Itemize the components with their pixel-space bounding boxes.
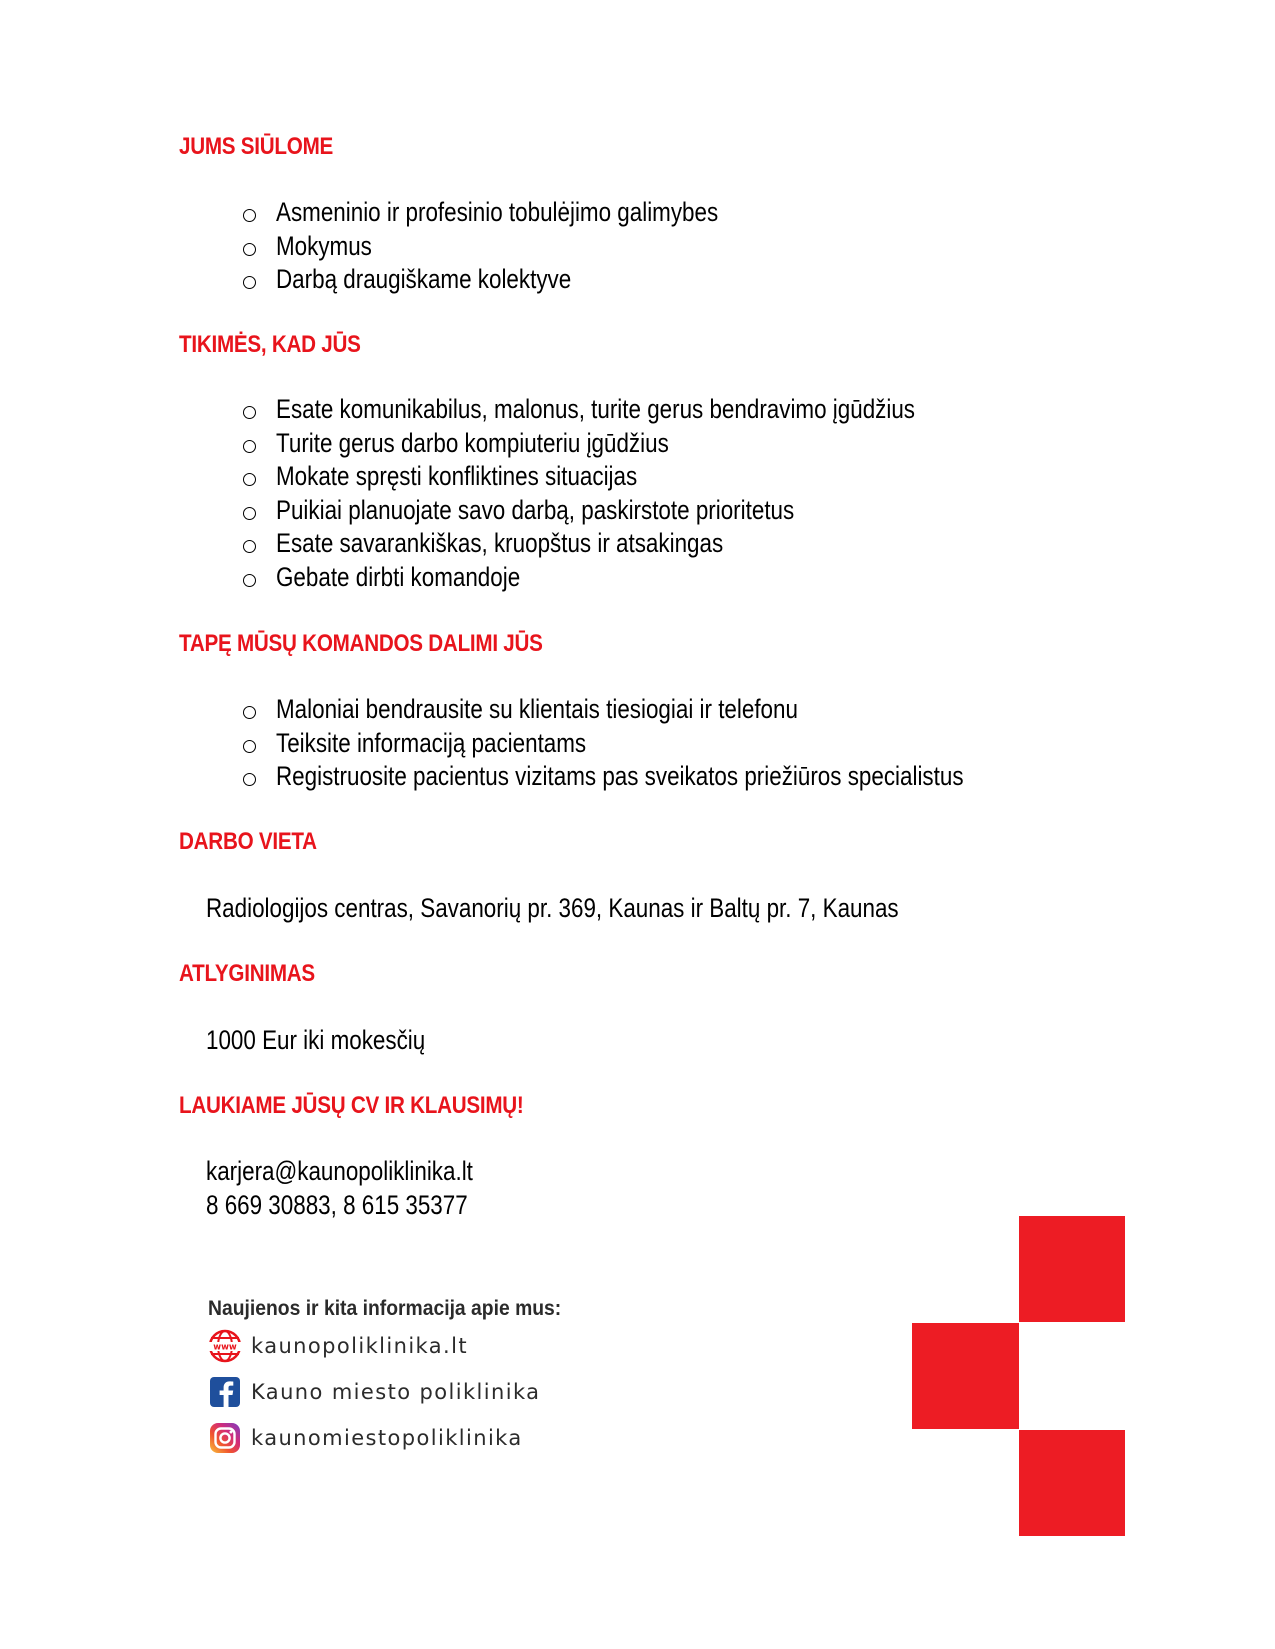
facebook-icon [208,1375,242,1409]
salary-value: 1000 Eur iki mokesčių [206,1024,426,1055]
contact-phones: 8 669 30883, 8 615 35377 [206,1189,468,1220]
list-item: Registruosite pacientus vizitams pas sveikatos priežiūros specialistus [243,760,1104,794]
decorative-square-top [1019,1216,1125,1322]
section-heading-workplace: DARBO VIETA [179,828,317,855]
offer-list [243,196,809,297]
social-link-facebook[interactable]: Kauno miesto poliklinika [208,1375,540,1409]
list-item: Turite gerus darbo kompiuteriu įgūdžius [243,427,1046,461]
social-info [208,1297,592,1450]
instagram-icon [208,1421,242,1455]
list-item: Teiksite informaciją pacientams [243,727,1104,761]
list-item: Mokate spręsti konfliktines situacijas [243,460,1046,494]
bullet-icon [243,406,256,419]
section-heading-duties: TAPĘ MŪSŲ KOMANDOS DALIMI JŪS [179,630,543,657]
social-link-website[interactable]: www kaunopoliklinika.lt [208,1329,468,1363]
list-item: Mokymus [243,230,809,264]
svg-text:www: www [213,1342,237,1353]
decorative-square-middle [912,1323,1019,1429]
contact-email[interactable]: karjera@kaunopoliklinika.lt [206,1155,473,1186]
bullet-icon [243,507,256,520]
bullet-icon [243,276,256,289]
list-item: Maloniai bendrausite su klientais tiesiogiai ir telefonu [243,693,1104,727]
bullet-icon [243,209,256,222]
bullet-icon [243,574,256,587]
contact-info [206,1154,528,1222]
section-heading-offer: JUMS SIŪLOME [179,133,334,160]
decorative-square-bottom [1019,1430,1125,1536]
bullet-icon [243,773,256,786]
bullet-icon [243,540,256,553]
bullet-icon [243,740,256,753]
expectations-list [243,393,1046,594]
social-link-instagram[interactable]: kaunomiestopoliklinika [208,1421,523,1455]
workplace-address: Radiologijos centras, Savanorių pr. 369, Kaunas ir Baltų pr. 7, Kaunas [206,892,899,923]
list-item: Esate savarankiškas, kruopštus ir atsakingas [243,527,1046,561]
bullet-icon [243,243,256,256]
duties-list [243,693,1104,794]
list-item: Gebate dirbti komandoje [243,561,1046,595]
bullet-icon [243,440,256,453]
list-item: Asmeninio ir profesinio tobulėjimo galimybes [243,196,809,230]
list-item: Puikiai planuojate savo darbą, paskirstote prioritetus [243,494,1046,528]
list-item: Esate komunikabilus, malonus, turite gerus bendravimo įgūdžius [243,393,1046,427]
section-heading-expectations: TIKIMĖS, KAD JŪS [179,331,361,358]
section-heading-contact: LAUKIAME JŪSŲ CV IR KLAUSIMŲ! [179,1092,524,1119]
bullet-icon [243,706,256,719]
list-item: Darbą draugiškame kolektyve [243,263,809,297]
social-title: Naujienos ir kita informacija apie mus: [208,1297,562,1320]
bullet-icon [243,473,256,486]
www-globe-icon [208,1329,242,1363]
section-heading-salary: ATLYGINIMAS [179,960,315,987]
